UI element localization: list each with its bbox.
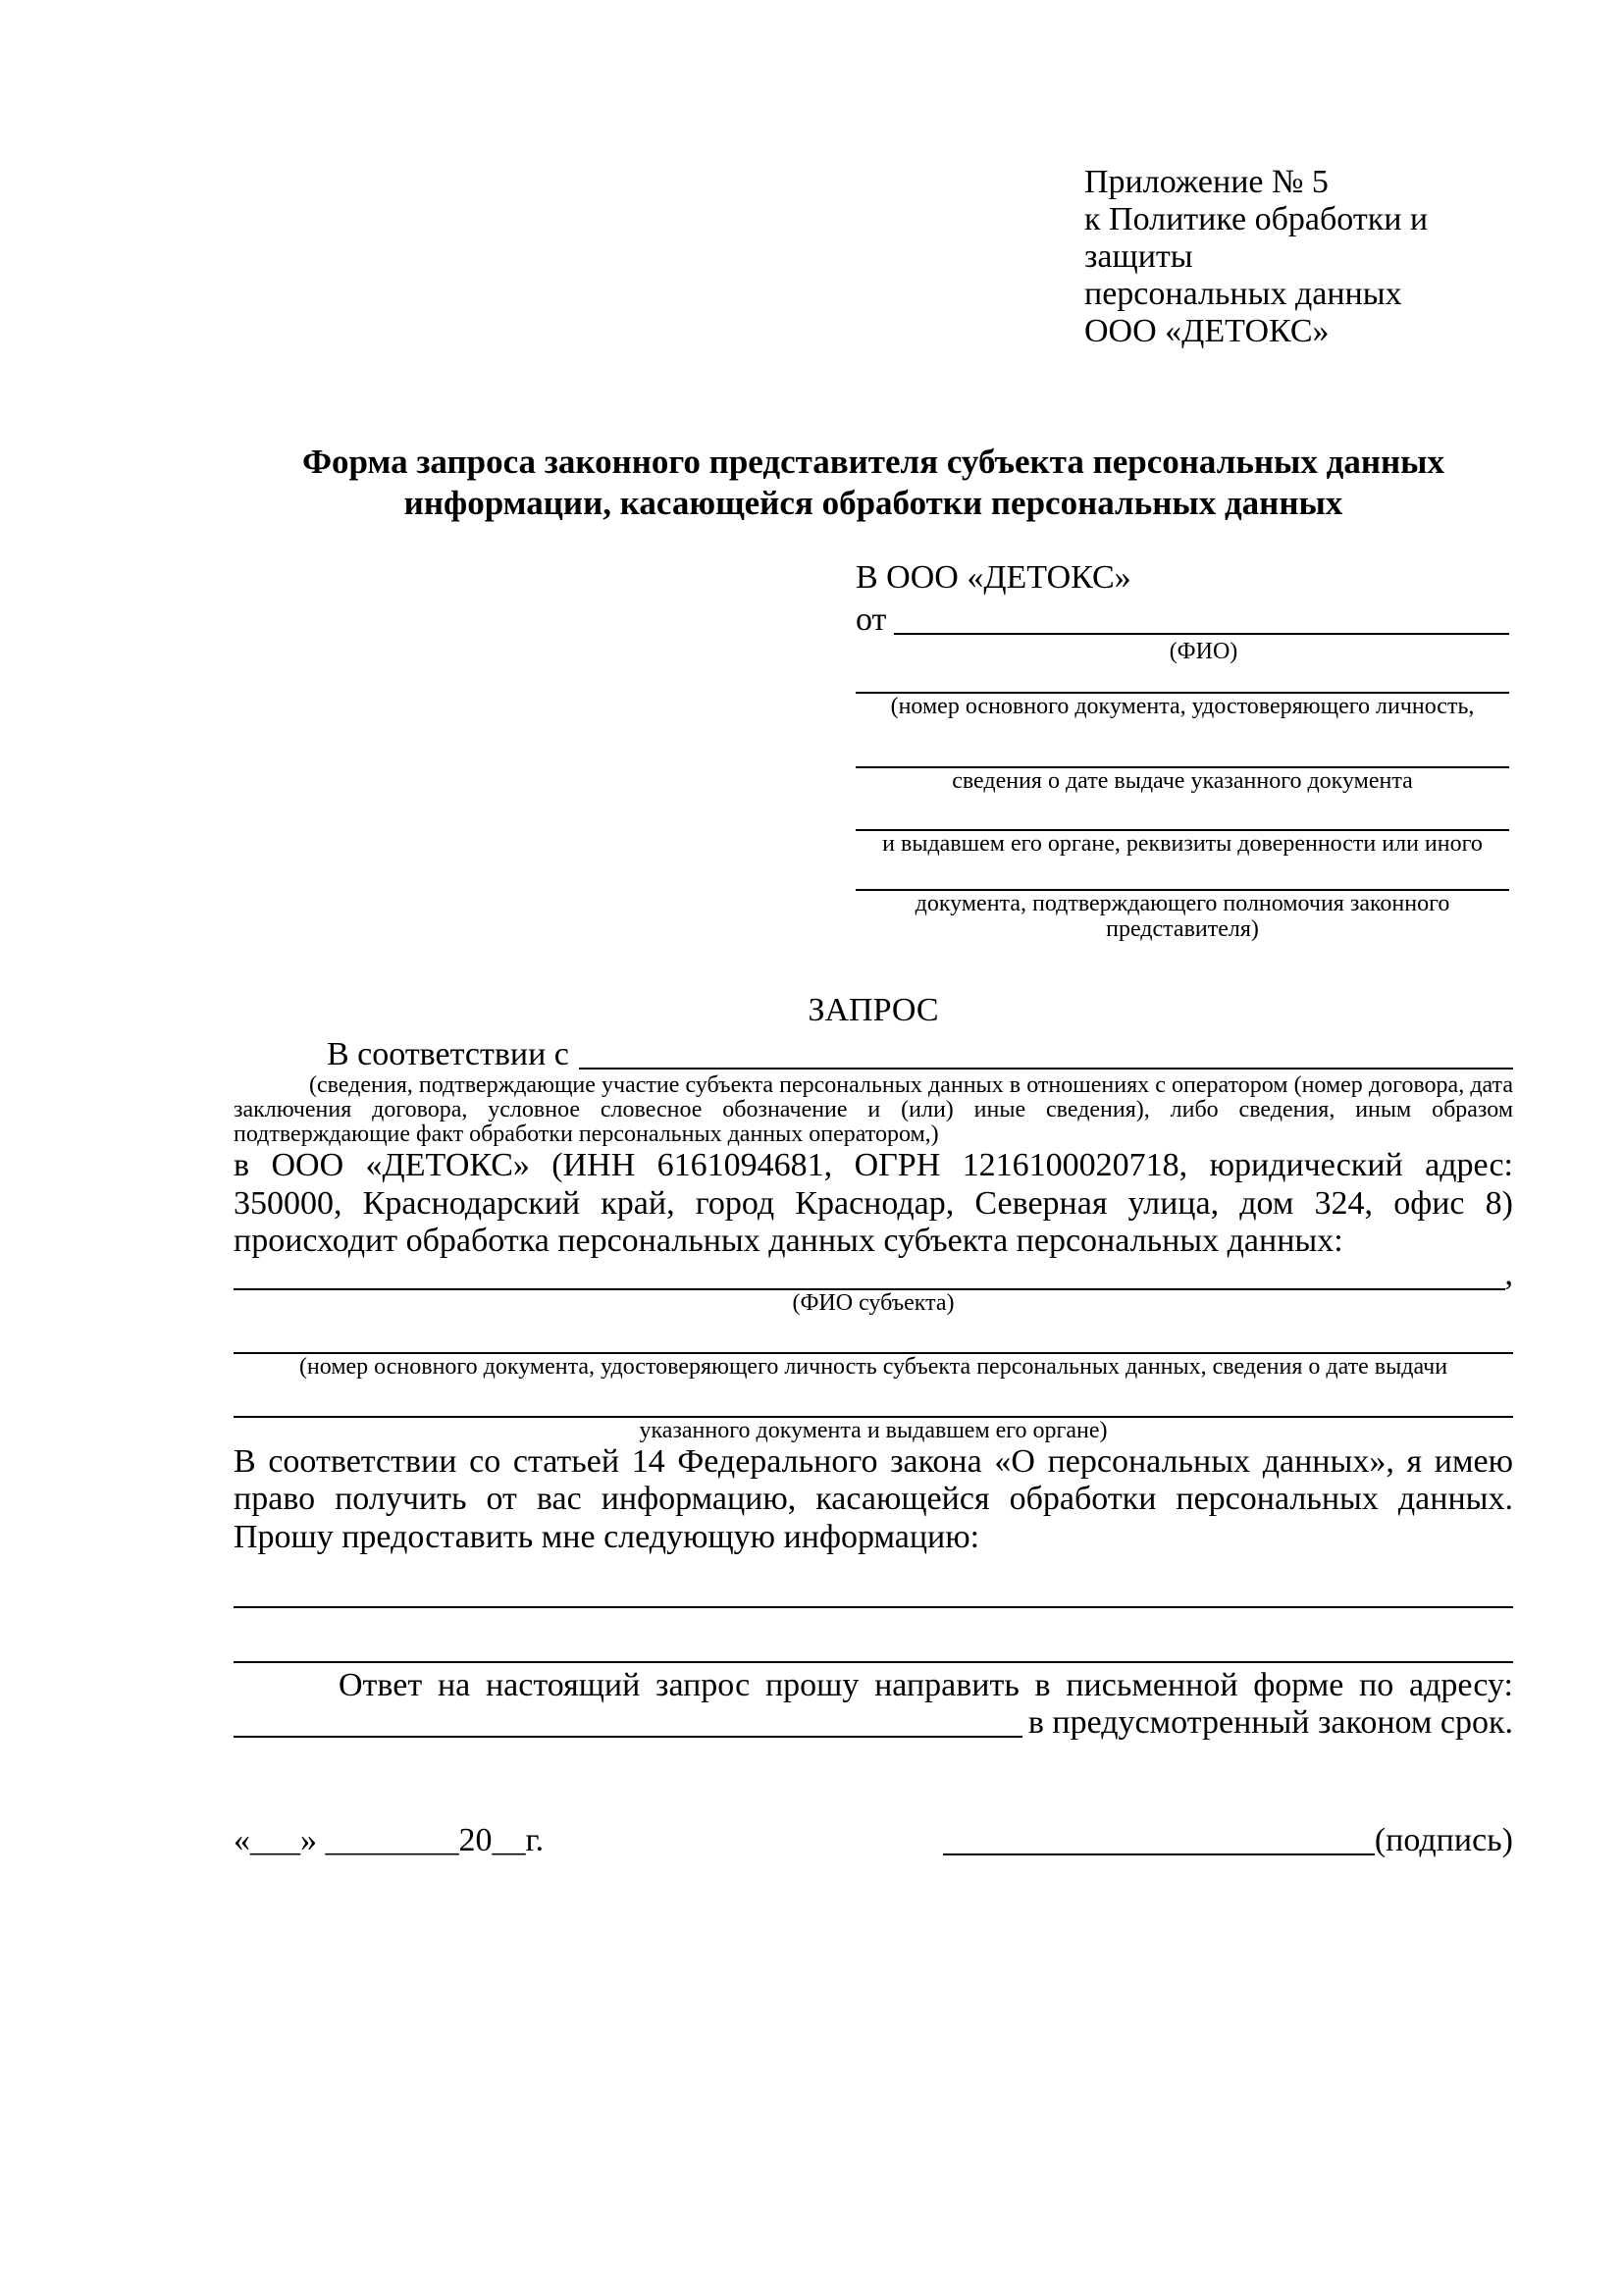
form-title: Форма запроса законного представителя субъекта персональных данных информации, касающейся обработки персональных данных bbox=[302, 443, 1444, 522]
request-heading: ЗАПРОС bbox=[808, 992, 939, 1028]
subject-fio-row bbox=[234, 1255, 1513, 1292]
operator-paragraph: в ООО «ДЕТОКС» (ИНН 6161094681, ОГРН 1216100020718, юридический адрес: 350000, Краснодарский край, город Краснодар, Северная улица, дом 324, офис 8) происходит обработка персональных данных субъекта персональных данных: bbox=[234, 1147, 1513, 1259]
signature-caption: (подпись) bbox=[1374, 1822, 1513, 1858]
intro-label: В соответствии с bbox=[327, 1036, 569, 1072]
reply-address-row bbox=[234, 1704, 1513, 1742]
appendix-header-line: к Политике обработки и защиты bbox=[1084, 201, 1429, 275]
subject-doc-blank-line bbox=[234, 1380, 1513, 1418]
reply-suffix: в предусмотренный законом срок. bbox=[1027, 1704, 1513, 1741]
date-blank: «___» ________20__г. bbox=[234, 1822, 545, 1858]
appendix-header-line: персональных данных bbox=[1084, 276, 1402, 312]
signature-blank-line bbox=[943, 1822, 1375, 1855]
law-paragraph: В соответствии со статьей 14 Федерального закона «О персональных данных», я имею право получить от вас информацию, касающейся обработки персональных данных. Прошу предоставить мне следующую информацию: bbox=[234, 1442, 1513, 1555]
subject-doc-caption-2: указанного документа и выдавшем его органе) bbox=[639, 1417, 1108, 1443]
intro-caption: (сведения, подтверждающие участие субъекта персональных данных в отношениях с оператором (номер договора, дата заключения договора, условное словесное обозначение и (или) иные сведения), либо сведения, иным образом подтверждающие факт обработки персональных данных оператором,) bbox=[234, 1072, 1513, 1147]
subject-doc-blank-line bbox=[234, 1316, 1513, 1354]
line-caption-issue-date: сведения о дате выдаче указанного документа bbox=[952, 768, 1413, 794]
subject-doc-caption-1: (номер основного документа, удостоверяющего личность субъекта персональных данных, сведения о дате выдачи bbox=[298, 1353, 1448, 1380]
from-row bbox=[856, 601, 1509, 639]
representative-doc-blank-line bbox=[856, 857, 1509, 891]
line-caption-issuer: и выдавшем его органе, реквизиты доверенности или иного bbox=[882, 831, 1483, 857]
trailing-comma: , bbox=[1504, 1255, 1513, 1292]
addressee-block bbox=[856, 559, 1509, 942]
appendix-header-line: ООО «ДЕТОКС» bbox=[1084, 313, 1330, 349]
from-label: от bbox=[856, 601, 887, 638]
reply-paragraph-line: Ответ на настоящий запрос прошу направить в письменной форме по адресу: bbox=[339, 1667, 1513, 1703]
recipient-line: В ООО «ДЕТОКС» bbox=[856, 559, 1131, 596]
line-caption-doc-number: (номер основного документа, удостоверяющего личность, bbox=[890, 694, 1475, 719]
info-blank-line bbox=[234, 1556, 1513, 1608]
fio-caption: (ФИО) bbox=[1169, 639, 1238, 664]
intro-row bbox=[234, 1036, 1513, 1073]
representative-doc-blank-line bbox=[856, 794, 1509, 831]
signature-group bbox=[943, 1822, 1513, 1859]
subject-fio-caption: (ФИО субъекта) bbox=[792, 1289, 955, 1316]
line-caption-authority-doc: документа, подтверждающего полномочия законного представителя) bbox=[915, 891, 1450, 942]
representative-doc-blank-line bbox=[856, 664, 1509, 694]
appendix-header-line: Приложение № 5 bbox=[1084, 164, 1329, 200]
info-blank-line bbox=[234, 1608, 1513, 1663]
footer-row bbox=[234, 1822, 1513, 1859]
appendix-header bbox=[1084, 164, 1513, 350]
from-blank-line bbox=[894, 601, 1509, 635]
intro-blank-line bbox=[579, 1036, 1513, 1070]
reply-address-blank-line bbox=[234, 1704, 1022, 1738]
representative-doc-blank-line bbox=[856, 719, 1509, 768]
